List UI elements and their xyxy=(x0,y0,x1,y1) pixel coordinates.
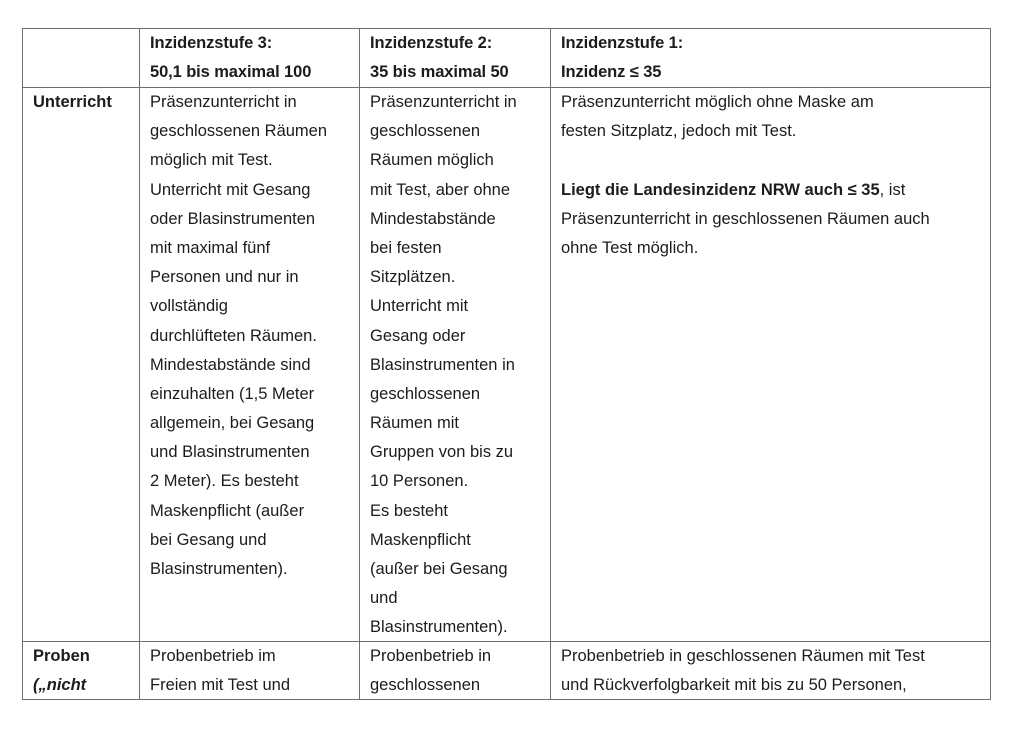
cell-unterricht-level-3 xyxy=(150,88,327,584)
text-line xyxy=(561,176,930,205)
text-line: Probenbetrieb in xyxy=(370,647,492,665)
text-line: Präsenzunterricht in geschlossenen Räumen auch xyxy=(561,209,930,228)
text-line: und Blasinstrumenten xyxy=(150,443,310,462)
text-line: Präsenzunterricht möglich ohne Maske am xyxy=(561,93,874,111)
text-line: Sitzplätzen. xyxy=(370,268,456,287)
text-line: (außer bei Gesang xyxy=(370,560,508,578)
text-line: Gruppen von bis zu xyxy=(370,443,514,462)
text-line: 10 Personen. xyxy=(370,472,469,491)
header-incidence-level-3 xyxy=(150,29,311,87)
text-line: Räumen möglich xyxy=(370,151,494,170)
cell-unterricht-level-1 xyxy=(561,88,930,263)
header-line: 35 bis maximal 50 xyxy=(370,63,509,82)
header-incidence-level-2 xyxy=(370,29,509,87)
bold-condition: Liegt die Landesinzidenz NRW auch ≤ 35 xyxy=(561,180,880,199)
header-line: 50,1 bis maximal 100 xyxy=(150,63,312,82)
text-line: Es besteht xyxy=(370,501,448,520)
text-line: Mindestabstände sind xyxy=(150,355,311,374)
text-line: Gesang oder xyxy=(370,326,466,345)
text-line: Blasinstrumenten). xyxy=(370,618,508,637)
text-line: Präsenzunterricht in xyxy=(150,93,297,111)
row-label-line: („nicht xyxy=(33,676,87,695)
header-line: Inzidenz ≤ 35 xyxy=(561,63,662,82)
text-line: mit Test, aber ohne xyxy=(370,180,511,199)
text-line: mit maximal fünf xyxy=(150,238,271,257)
text-line: geschlossenen xyxy=(370,384,481,403)
text-line: und Rückverfolgbarkeit mit bis zu 50 Personen, xyxy=(561,676,907,695)
text-line: 2 Meter). Es besteht xyxy=(150,472,299,491)
header-line: Inzidenzstufe 3: xyxy=(150,34,273,52)
text-line: Maskenpflicht (außer xyxy=(150,501,305,520)
column-divider xyxy=(139,29,140,699)
column-divider xyxy=(359,29,360,699)
cell-proben-level-3 xyxy=(150,642,290,700)
text-line: durchlüfteten Räumen. xyxy=(150,326,317,345)
text-line: und xyxy=(370,589,398,608)
text-line: geschlossenen Räumen xyxy=(150,122,328,141)
text-line: Blasinstrumenten in xyxy=(370,355,515,374)
text-fragment: , ist xyxy=(879,180,906,199)
cell-proben-level-1 xyxy=(561,642,925,700)
text-line: Unterricht mit xyxy=(370,297,469,316)
cell-unterricht-level-2 xyxy=(370,88,517,643)
text-line: geschlossenen xyxy=(370,122,481,141)
header-incidence-level-1 xyxy=(561,29,683,87)
column-divider xyxy=(550,29,551,699)
text-line: Räumen mit xyxy=(370,414,459,433)
text-line: bei Gesang und xyxy=(150,530,267,549)
text-line: Unterricht mit Gesang xyxy=(150,180,311,199)
text-line: einzuhalten (1,5 Meter xyxy=(150,384,315,403)
row-label-unterricht xyxy=(33,88,112,117)
row-label-line: Proben xyxy=(33,647,90,665)
text-line: ohne Test möglich. xyxy=(561,238,699,257)
text-line: Probenbetrieb im xyxy=(150,647,276,665)
row-label-line: Unterricht xyxy=(33,93,112,111)
text-line: allgemein, bei Gesang xyxy=(150,414,315,433)
text-line: bei festen xyxy=(370,238,442,257)
text-line: Maskenpflicht xyxy=(370,530,471,549)
text-line: Freien mit Test und xyxy=(150,676,291,695)
text-line: möglich mit Test. xyxy=(150,151,273,170)
header-line: Inzidenzstufe 2: xyxy=(370,34,493,52)
row-label-proben xyxy=(33,642,90,700)
text-line: Personen und nur in xyxy=(150,268,299,287)
text-line: vollständig xyxy=(150,297,228,316)
text-line: oder Blasinstrumenten xyxy=(150,209,316,228)
text-line: Mindestabstände xyxy=(370,209,496,228)
blank-line xyxy=(561,146,930,175)
text-line: geschlossenen xyxy=(370,676,481,695)
text-line: festen Sitzplatz, jedoch mit Test. xyxy=(561,122,797,141)
text-line: Präsenzunterricht in xyxy=(370,93,517,111)
incidence-rules-table xyxy=(22,28,991,700)
text-line: Probenbetrieb in geschlossenen Räumen mit Test xyxy=(561,647,925,665)
header-line: Inzidenzstufe 1: xyxy=(561,34,684,52)
cell-proben-level-2 xyxy=(370,642,491,700)
text-line: Blasinstrumenten). xyxy=(150,560,288,578)
